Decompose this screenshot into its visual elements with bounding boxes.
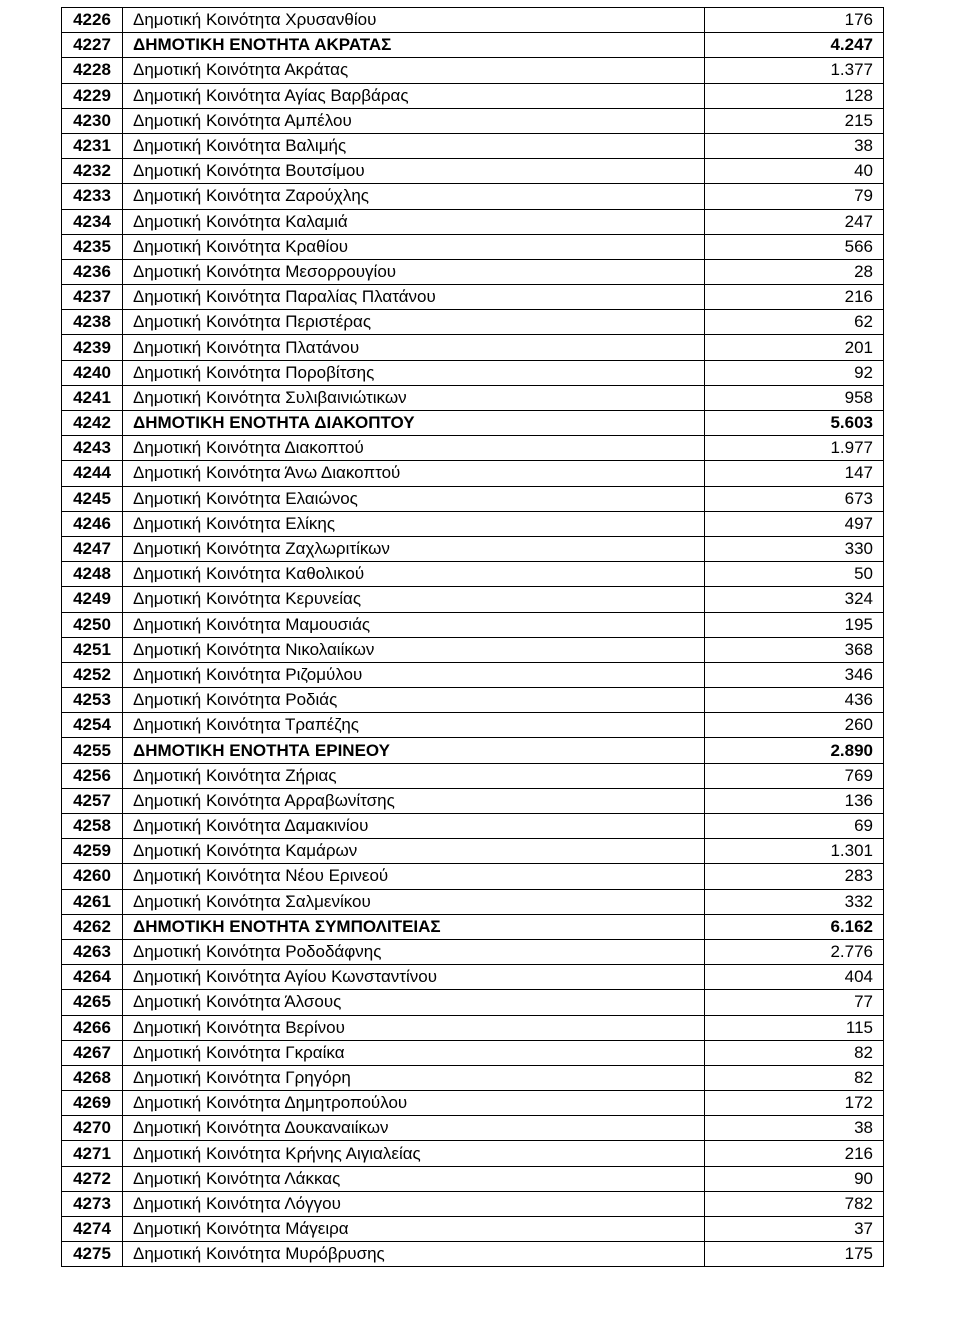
row-name: Δημοτική Κοινότητα Ζήριας xyxy=(123,763,705,788)
row-name: Δημοτική Κοινότητα Ριζομύλου xyxy=(123,662,705,687)
row-name: Δημοτική Κοινότητα Δαμακινίου xyxy=(123,814,705,839)
row-code: 4258 xyxy=(62,814,123,839)
row-code: 4254 xyxy=(62,713,123,738)
row-code: 4267 xyxy=(62,1040,123,1065)
row-population: 38 xyxy=(705,133,884,158)
row-name: Δημοτική Κοινότητα Τραπέζης xyxy=(123,713,705,738)
row-population: 215 xyxy=(705,108,884,133)
row-population: 260 xyxy=(705,713,884,738)
municipal-unit-row xyxy=(62,914,884,939)
table-row xyxy=(62,360,884,385)
municipal-unit-row xyxy=(62,33,884,58)
row-name: ΔΗΜΟΤΙΚΗ ΕΝΟΤΗΤΑ ΔΙΑΚΟΠΤΟΥ xyxy=(123,411,705,436)
row-name: Δημοτική Κοινότητα Άλσους xyxy=(123,990,705,1015)
row-code: 4235 xyxy=(62,234,123,259)
row-code: 4270 xyxy=(62,1116,123,1141)
table-row xyxy=(62,133,884,158)
table-row xyxy=(62,436,884,461)
row-name: Δημοτική Κοινότητα Ζαρούχλης xyxy=(123,184,705,209)
row-code: 4250 xyxy=(62,612,123,637)
table-row xyxy=(62,209,884,234)
row-name: Δημοτική Κοινότητα Μαμουσιάς xyxy=(123,612,705,637)
table-row xyxy=(62,939,884,964)
row-name: Δημοτική Κοινότητα Γκραίκα xyxy=(123,1040,705,1065)
row-code: 4246 xyxy=(62,511,123,536)
row-code: 4245 xyxy=(62,486,123,511)
row-population: 50 xyxy=(705,562,884,587)
row-name: Δημοτική Κοινότητα Αγίου Κωνσταντίνου xyxy=(123,965,705,990)
table-row xyxy=(62,259,884,284)
table-row xyxy=(62,788,884,813)
row-code: 4243 xyxy=(62,436,123,461)
row-name: Δημοτική Κοινότητα Αγίας Βαρβάρας xyxy=(123,83,705,108)
row-name: Δημοτική Κοινότητα Χρυσανθίου xyxy=(123,8,705,33)
row-code: 4241 xyxy=(62,385,123,410)
row-population: 69 xyxy=(705,814,884,839)
row-name: Δημοτική Κοινότητα Κερυνείας xyxy=(123,587,705,612)
row-population: 782 xyxy=(705,1191,884,1216)
table-row xyxy=(62,864,884,889)
table-row xyxy=(62,234,884,259)
table-row xyxy=(62,310,884,335)
row-code: 4259 xyxy=(62,839,123,864)
row-code: 4236 xyxy=(62,259,123,284)
row-code: 4261 xyxy=(62,889,123,914)
row-population: 175 xyxy=(705,1242,884,1267)
table-row xyxy=(62,1141,884,1166)
row-code: 4256 xyxy=(62,763,123,788)
row-name: Δημοτική Κοινότητα Ροδοδάφνης xyxy=(123,939,705,964)
row-name: Δημοτική Κοινότητα Βουτσίμου xyxy=(123,159,705,184)
row-code: 4273 xyxy=(62,1191,123,1216)
row-population: 247 xyxy=(705,209,884,234)
row-population: 330 xyxy=(705,536,884,561)
row-name: ΔΗΜΟΤΙΚΗ ΕΝΟΤΗΤΑ ΕΡΙΝΕΟΥ xyxy=(123,738,705,763)
row-population: 1.301 xyxy=(705,839,884,864)
table-row xyxy=(62,662,884,687)
row-code: 4264 xyxy=(62,965,123,990)
row-population: 5.603 xyxy=(705,411,884,436)
table-row xyxy=(62,1116,884,1141)
table-row xyxy=(62,1091,884,1116)
row-population: 1.377 xyxy=(705,58,884,83)
row-code: 4232 xyxy=(62,159,123,184)
table-row xyxy=(62,461,884,486)
row-code: 4252 xyxy=(62,662,123,687)
table-row xyxy=(62,1242,884,1267)
table-row xyxy=(62,562,884,587)
row-population: 436 xyxy=(705,688,884,713)
row-code: 4240 xyxy=(62,360,123,385)
row-code: 4238 xyxy=(62,310,123,335)
row-code: 4266 xyxy=(62,1015,123,1040)
row-population: 404 xyxy=(705,965,884,990)
row-name: Δημοτική Κοινότητα Σαλμενίκου xyxy=(123,889,705,914)
row-population: 40 xyxy=(705,159,884,184)
row-code: 4260 xyxy=(62,864,123,889)
table-row xyxy=(62,83,884,108)
row-code: 4263 xyxy=(62,939,123,964)
row-name: Δημοτική Κοινότητα Λάκκας xyxy=(123,1166,705,1191)
row-population: 769 xyxy=(705,763,884,788)
table-row xyxy=(62,1015,884,1040)
row-name: Δημοτική Κοινότητα Βερίνου xyxy=(123,1015,705,1040)
municipal-unit-row xyxy=(62,738,884,763)
row-name: Δημοτική Κοινότητα Μάγειρα xyxy=(123,1217,705,1242)
table-row xyxy=(62,1040,884,1065)
row-population: 79 xyxy=(705,184,884,209)
table-row xyxy=(62,965,884,990)
row-code: 4268 xyxy=(62,1065,123,1090)
row-name: Δημοτική Κοινότητα Πλατάνου xyxy=(123,335,705,360)
row-name: Δημοτική Κοινότητα Μεσορρουγίου xyxy=(123,259,705,284)
row-name: Δημοτική Κοινότητα Λόγγου xyxy=(123,1191,705,1216)
table-row xyxy=(62,486,884,511)
municipal-unit-row xyxy=(62,411,884,436)
row-code: 4251 xyxy=(62,637,123,662)
row-code: 4244 xyxy=(62,461,123,486)
row-population: 6.162 xyxy=(705,914,884,939)
table-row xyxy=(62,814,884,839)
row-name: Δημοτική Κοινότητα Νικολαιίκων xyxy=(123,637,705,662)
row-population: 1.977 xyxy=(705,436,884,461)
table-row xyxy=(62,1166,884,1191)
row-population: 2.890 xyxy=(705,738,884,763)
table-row xyxy=(62,713,884,738)
row-name: Δημοτική Κοινότητα Νέου Ερινεού xyxy=(123,864,705,889)
row-code: 4239 xyxy=(62,335,123,360)
row-population: 128 xyxy=(705,83,884,108)
row-population: 201 xyxy=(705,335,884,360)
row-name: Δημοτική Κοινότητα Άνω Διακοπτού xyxy=(123,461,705,486)
table-row xyxy=(62,108,884,133)
row-name: Δημοτική Κοινότητα Μυρόβρυσης xyxy=(123,1242,705,1267)
table-row xyxy=(62,285,884,310)
row-name: Δημοτική Κοινότητα Καθολικού xyxy=(123,562,705,587)
row-population: 216 xyxy=(705,1141,884,1166)
row-code: 4226 xyxy=(62,8,123,33)
row-name: Δημοτική Κοινότητα Περιστέρας xyxy=(123,310,705,335)
row-population: 216 xyxy=(705,285,884,310)
row-name: ΔΗΜΟΤΙΚΗ ΕΝΟΤΗΤΑ ΑΚΡΑΤΑΣ xyxy=(123,33,705,58)
row-code: 4242 xyxy=(62,411,123,436)
table-row xyxy=(62,1191,884,1216)
row-code: 4227 xyxy=(62,33,123,58)
population-table-body xyxy=(62,8,884,1267)
table-row xyxy=(62,335,884,360)
table-row xyxy=(62,1217,884,1242)
row-population: 283 xyxy=(705,864,884,889)
row-name: Δημοτική Κοινότητα Παραλίας Πλατάνου xyxy=(123,285,705,310)
row-code: 4249 xyxy=(62,587,123,612)
row-code: 4274 xyxy=(62,1217,123,1242)
row-population: 92 xyxy=(705,360,884,385)
table-row xyxy=(62,385,884,410)
row-code: 4269 xyxy=(62,1091,123,1116)
row-code: 4234 xyxy=(62,209,123,234)
row-population: 172 xyxy=(705,1091,884,1116)
row-name: ΔΗΜΟΤΙΚΗ ΕΝΟΤΗΤΑ ΣΥΜΠΟΛΙΤΕΙΑΣ xyxy=(123,914,705,939)
row-name: Δημοτική Κοινότητα Καμάρων xyxy=(123,839,705,864)
row-code: 4231 xyxy=(62,133,123,158)
table-row xyxy=(62,1065,884,1090)
row-code: 4229 xyxy=(62,83,123,108)
row-population: 115 xyxy=(705,1015,884,1040)
row-code: 4233 xyxy=(62,184,123,209)
row-population: 62 xyxy=(705,310,884,335)
row-population: 37 xyxy=(705,1217,884,1242)
row-code: 4257 xyxy=(62,788,123,813)
row-name: Δημοτική Κοινότητα Διακοπτού xyxy=(123,436,705,461)
row-code: 4228 xyxy=(62,58,123,83)
row-code: 4272 xyxy=(62,1166,123,1191)
row-population: 147 xyxy=(705,461,884,486)
table-row xyxy=(62,184,884,209)
row-population: 4.247 xyxy=(705,33,884,58)
table-row xyxy=(62,58,884,83)
row-population: 195 xyxy=(705,612,884,637)
row-name: Δημοτική Κοινότητα Ποροβίτσης xyxy=(123,360,705,385)
row-name: Δημοτική Κοινότητα Δουκαναιίκων xyxy=(123,1116,705,1141)
row-code: 4248 xyxy=(62,562,123,587)
table-row xyxy=(62,889,884,914)
row-population: 90 xyxy=(705,1166,884,1191)
row-name: Δημοτική Κοινότητα Ελίκης xyxy=(123,511,705,536)
row-population: 346 xyxy=(705,662,884,687)
table-row xyxy=(62,839,884,864)
row-population: 673 xyxy=(705,486,884,511)
row-name: Δημοτική Κοινότητα Αρραβωνίτσης xyxy=(123,788,705,813)
table-row xyxy=(62,8,884,33)
row-name: Δημοτική Κοινότητα Αμπέλου xyxy=(123,108,705,133)
row-population: 82 xyxy=(705,1065,884,1090)
row-name: Δημοτική Κοινότητα Βαλιμής xyxy=(123,133,705,158)
row-name: Δημοτική Κοινότητα Ελαιώνος xyxy=(123,486,705,511)
table-row xyxy=(62,511,884,536)
population-table xyxy=(61,7,884,1267)
table-row xyxy=(62,159,884,184)
table-row xyxy=(62,536,884,561)
row-code: 4275 xyxy=(62,1242,123,1267)
row-population: 332 xyxy=(705,889,884,914)
row-name: Δημοτική Κοινότητα Γρηγόρη xyxy=(123,1065,705,1090)
row-code: 4237 xyxy=(62,285,123,310)
row-population: 324 xyxy=(705,587,884,612)
table-row xyxy=(62,612,884,637)
table-row xyxy=(62,763,884,788)
row-population: 368 xyxy=(705,637,884,662)
table-row xyxy=(62,990,884,1015)
row-population: 38 xyxy=(705,1116,884,1141)
row-code: 4271 xyxy=(62,1141,123,1166)
row-name: Δημοτική Κοινότητα Συλιβαινιώτικων xyxy=(123,385,705,410)
row-code: 4262 xyxy=(62,914,123,939)
row-name: Δημοτική Κοινότητα Ροδιάς xyxy=(123,688,705,713)
row-code: 4265 xyxy=(62,990,123,1015)
row-code: 4253 xyxy=(62,688,123,713)
row-name: Δημοτική Κοινότητα Κραθίου xyxy=(123,234,705,259)
row-population: 497 xyxy=(705,511,884,536)
table-row xyxy=(62,688,884,713)
table-row xyxy=(62,587,884,612)
row-name: Δημοτική Κοινότητα Καλαμιά xyxy=(123,209,705,234)
row-population: 77 xyxy=(705,990,884,1015)
row-population: 958 xyxy=(705,385,884,410)
row-population: 2.776 xyxy=(705,939,884,964)
row-code: 4230 xyxy=(62,108,123,133)
row-name: Δημοτική Κοινότητα Ακράτας xyxy=(123,58,705,83)
row-name: Δημοτική Κοινότητα Ζαχλωριτίκων xyxy=(123,536,705,561)
row-population: 136 xyxy=(705,788,884,813)
table-row xyxy=(62,637,884,662)
row-population: 566 xyxy=(705,234,884,259)
row-population: 176 xyxy=(705,8,884,33)
row-name: Δημοτική Κοινότητα Δημητροπούλου xyxy=(123,1091,705,1116)
row-code: 4255 xyxy=(62,738,123,763)
row-population: 82 xyxy=(705,1040,884,1065)
row-population: 28 xyxy=(705,259,884,284)
row-code: 4247 xyxy=(62,536,123,561)
row-name: Δημοτική Κοινότητα Κρήνης Αιγιαλείας xyxy=(123,1141,705,1166)
